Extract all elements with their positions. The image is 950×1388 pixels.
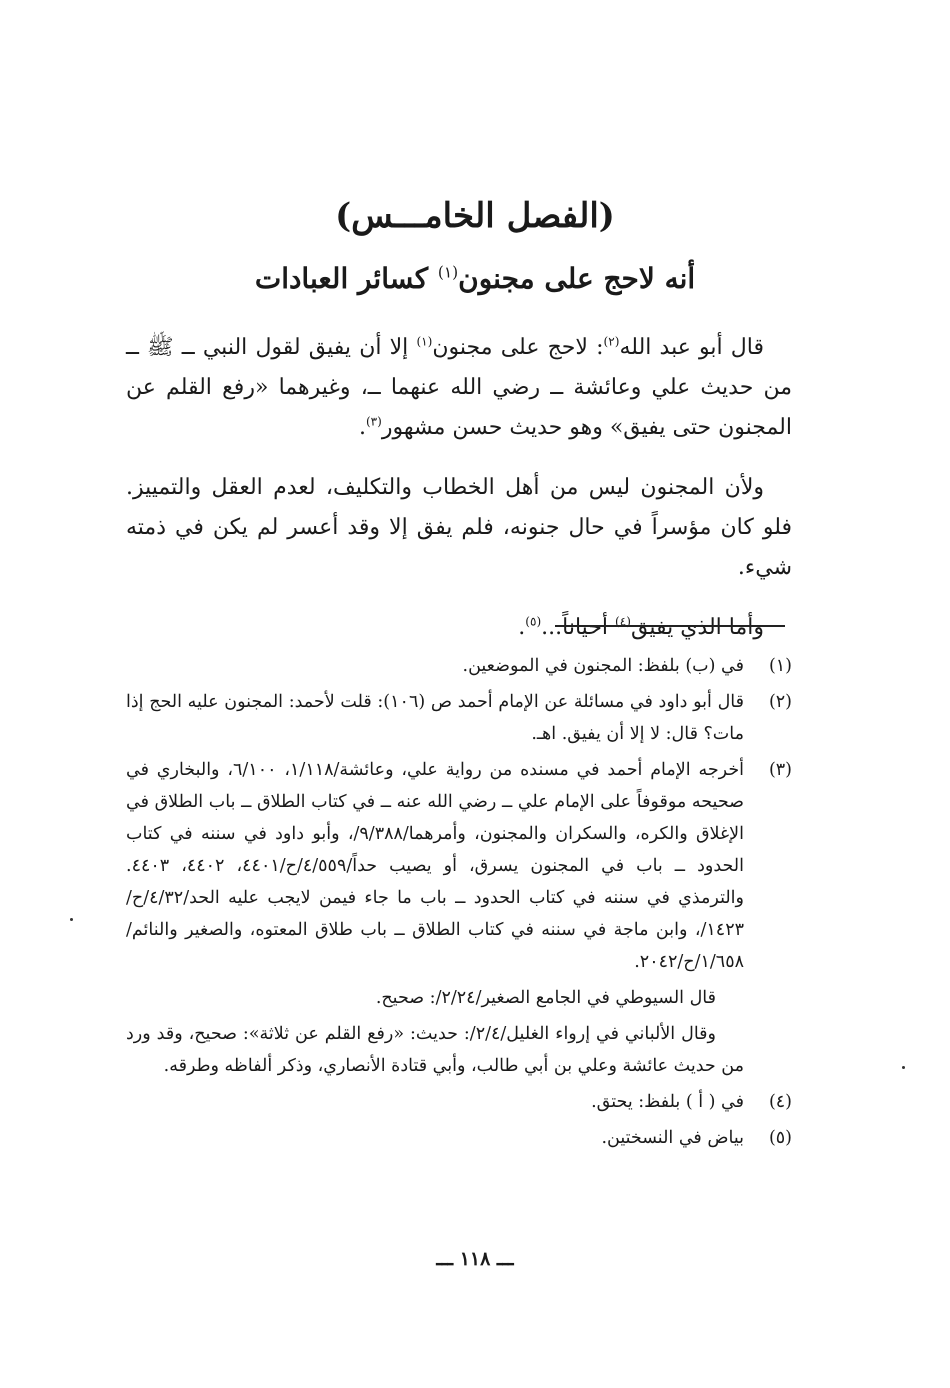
footnote-4 [126, 1086, 792, 1118]
paragraph: ولأن المجنون ليس من أهل الخطاب والتكليف، لعدم العقل والتمييز. فلو كان مؤسراً في حال جنونه، فلم يفق إلا وقد أعسر لم يكن في ذمته شيء. [126, 475, 792, 580]
footnote-3-note: قال السيوطي في الجامع الصغير/٢/٢٤/: صحيح. [375, 988, 716, 1008]
footnote-ref: (٥) [525, 614, 542, 629]
text-run: إلا أن يفيق لقول النبي ــ ﷺ ــ من حديث علي وعائشة ــ رضي الله عنهما ــ، وغيرهما «رفع القلم عن المجنون حتى يفيق» وهو حديث حسن مشهور [126, 335, 792, 440]
text-run: قال أبو عبد الله [619, 335, 764, 360]
footnote-5 [126, 1122, 792, 1154]
footnote-number: (٣) [768, 760, 792, 780]
paragraph [126, 328, 792, 448]
text-run: وأما الذي يفيق [630, 615, 764, 640]
footnote-number: (١) [768, 656, 792, 676]
footnote-ref: (٤) [615, 614, 631, 629]
paragraph [126, 608, 792, 648]
footnote-3 [126, 754, 792, 978]
footnote-number: (٥) [768, 1128, 792, 1148]
scan-speck [70, 918, 73, 921]
footnote-text: بياض في النسختين. [601, 1128, 744, 1148]
text-run: . [518, 615, 526, 640]
subtitle-text: أنه لاحج على مجنون [458, 262, 696, 295]
text-run: : لاحج على مجنون [432, 335, 604, 360]
footnote-text: في ( أ ) بلفظ: يحتق. [591, 1092, 744, 1112]
main-text [126, 328, 792, 668]
footnote-text: في (ب) بلفظ: المجنون في الموضعين. [462, 656, 744, 676]
page-number: ـــ ١١٨ ـــ [436, 1248, 514, 1270]
footnote-number: (٤) [768, 1092, 792, 1112]
footnote-ref: (٢) [603, 334, 620, 349]
chapter-subtitle [0, 262, 950, 295]
footnotes [126, 650, 792, 1158]
footnote-ref: (١) [437, 263, 459, 282]
footnote-3-note: وقال الألباني في إرواء الغليل/٢/٤/: حديث: «رفع القلم عن ثلاثة»: صحيح، وقد ورد من حديث عائشة وعلي بن أبي طالب، وأبي قتادة الأنصاري، وذكر ألفاظه وطرقه. [126, 1024, 744, 1076]
footnote-text: أخرجه الإمام أحمد في مسنده من رواية علي، وعائشة/١/١١٨، ٦/١٠٠، والبخاري في صحيحه موقوفاً على الإمام علي ــ رضي الله عنه ــ في كتاب الطلاق ــ باب الطلاق في الإغلاق والكره، والسكران والمجنون، وأمرهما/٩/٣٨٨/، وأبو داود في سننه في كتاب الحدود ــ باب في المجنون يسرق، أو يصيب حداً/٤/٥٥٩/ح/٤٤٠١، ٤٤٠٢، ٤٤٠٣. والترمذي في سننه في كتاب الحدود ــ باب ما جاء فيمن لايجب عليه الحد/٤/٣٢/ح/١٤٢٣/، وابن ماجة في سننه في كتاب الطلاق ــ باب طلاق المعتوه، والصغير والنائم/١/٦٥٨/ح/٢٠٤٢. [126, 760, 744, 972]
chapter-title: (الفصل الخامـــس) [335, 196, 615, 236]
footnote-ref: (١) [416, 334, 433, 349]
scan-speck [902, 1066, 905, 1069]
footnote-2 [126, 686, 792, 750]
footnote-number: (٢) [768, 692, 792, 712]
footnote-ref: (٣) [365, 414, 382, 429]
subtitle-text: كسائر العبادات [254, 262, 438, 295]
text-run: . [358, 415, 366, 440]
text-run: أحياناً... [541, 615, 616, 640]
footnote-separator [555, 625, 785, 627]
footnote-1 [126, 650, 792, 682]
footnote-text: قال أبو داود في مسائلة عن الإمام أحمد ص (١٠٦): قلت لأحمد: المجنون عليه الحج إذا مات؟ قال: لا إلا أن يفيق. اهـ. [126, 692, 744, 744]
